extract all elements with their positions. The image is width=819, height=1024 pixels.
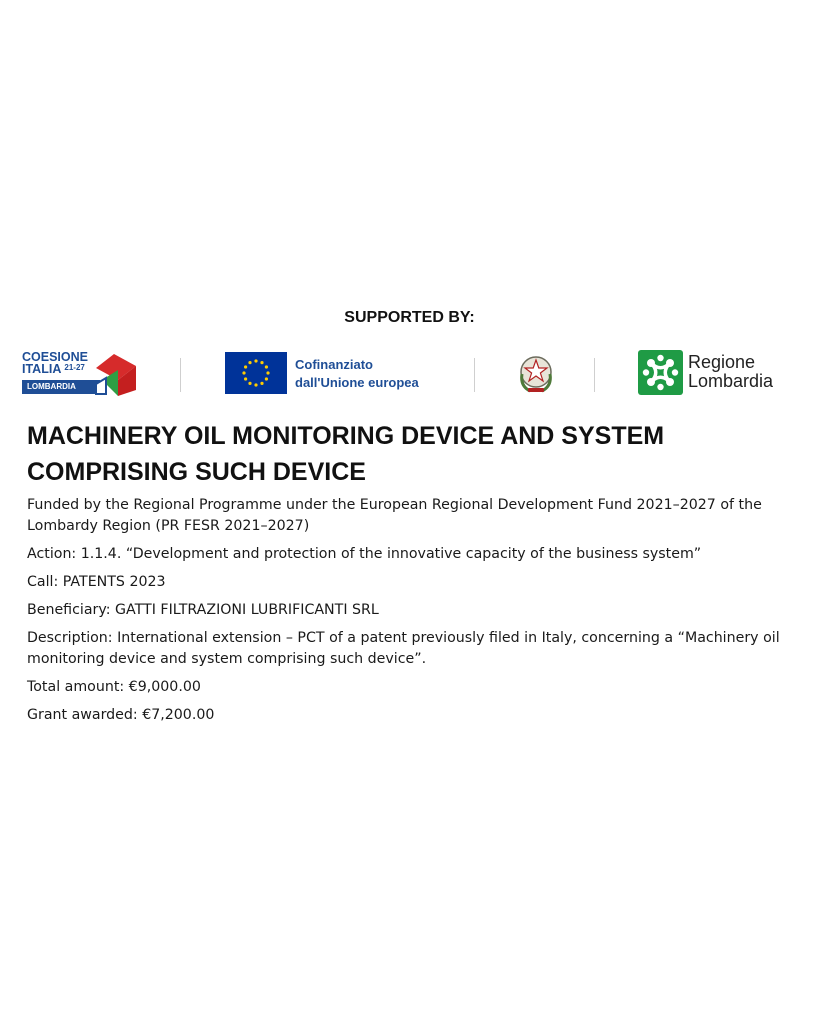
- regione-line1: Regione: [688, 352, 756, 372]
- call-line: Call: PATENTS 2023: [27, 574, 166, 590]
- action-line: Action: 1.1.4. “Development and protection of the innovative capacity of the business system”: [27, 546, 702, 562]
- rosa-camuna-icon: [638, 350, 683, 395]
- logo-divider: [594, 358, 595, 392]
- regione-line2: Lombardia: [688, 371, 774, 391]
- italian-republic-emblem-icon: [516, 350, 556, 400]
- beneficiary-line: Beneficiary: GATTI FILTRAZIONI LUBRIFICANTI SRL: [27, 602, 379, 618]
- logo-divider: [474, 358, 475, 392]
- logo-divider: [180, 358, 181, 392]
- grant-awarded-line: Grant awarded: €7,200.00: [27, 707, 215, 723]
- coesione-arrow-icon: [92, 354, 140, 396]
- funding-statement: Funded by the Regional Programme under the European Regional Development Fund 2021–2027 of the Lombardy Region (PR FESR 2021–2027): [27, 497, 762, 534]
- description-line: Description: International extension – PCT of a patent previously filed in Italy, concerning a “Machinery oil monitoring device and system comprising such device”.: [27, 630, 780, 667]
- supported-by-heading: SUPPORTED BY:: [344, 309, 475, 326]
- coesione-italia-logo: [22, 350, 140, 396]
- coesione-years: 21-27: [64, 363, 85, 372]
- project-title: MACHINERY OIL MONITORING DEVICE AND SYSTEM COMPRISING SUCH DEVICE: [27, 422, 665, 486]
- coesione-band: LOMBARDIA: [22, 380, 100, 394]
- project-details: [27, 495, 797, 733]
- coesione-line1: COESIONE: [22, 350, 88, 364]
- eu-flag-icon: [225, 352, 287, 394]
- eu-line2: dall'Unione europea: [295, 375, 419, 390]
- total-amount-line: Total amount: €9,000.00: [27, 679, 201, 695]
- eu-line1: Cofinanziato: [295, 357, 373, 372]
- logo-strip: [22, 346, 802, 402]
- coesione-line2: ITALIA: [22, 362, 61, 376]
